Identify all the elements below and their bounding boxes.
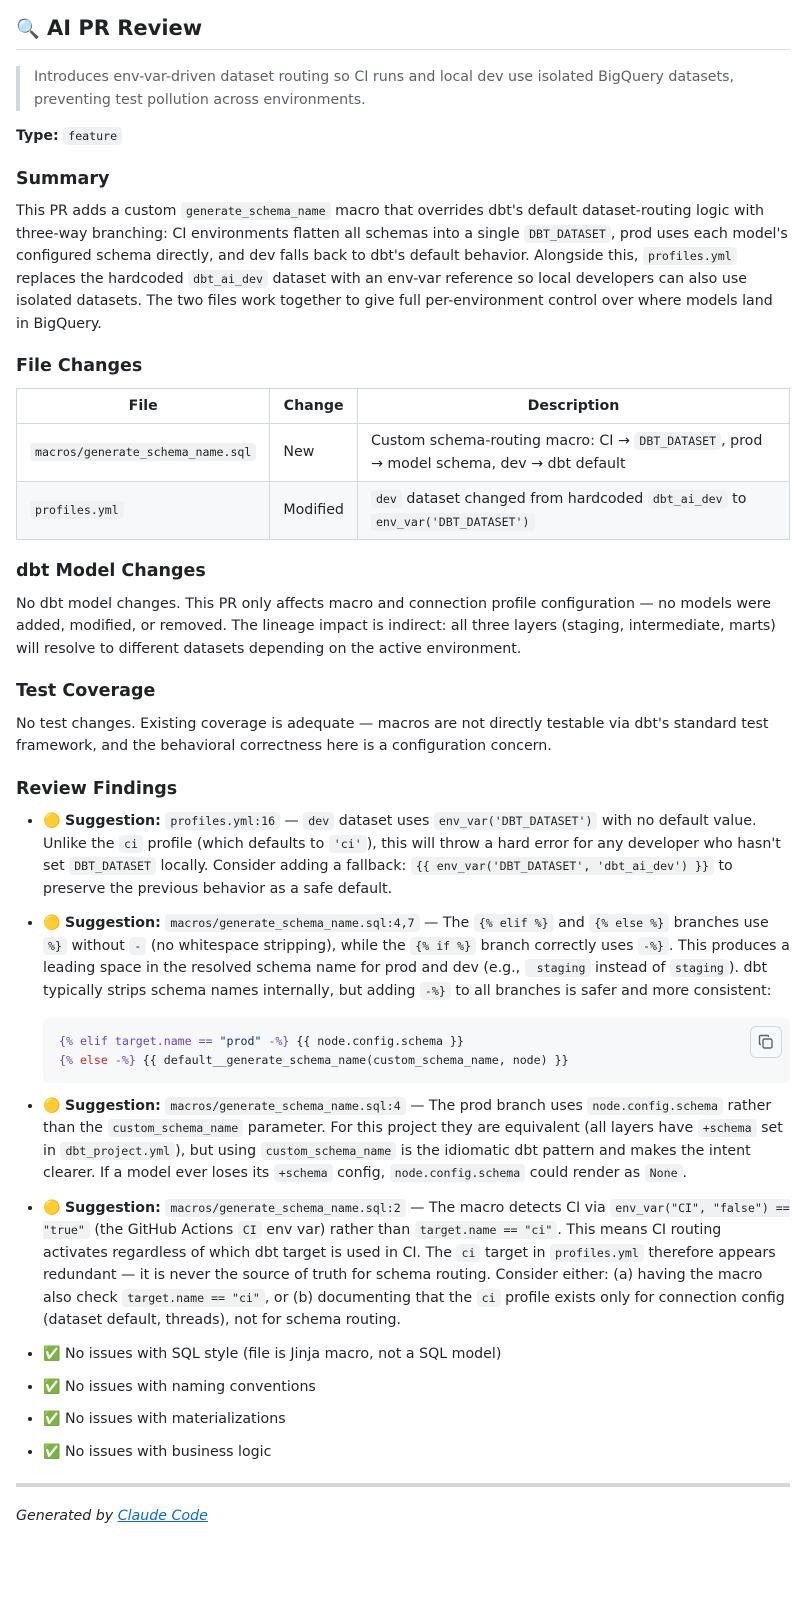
file-changes-heading: File Changes — [16, 356, 143, 377]
col-header-description: Description — [357, 388, 789, 423]
page-title — [16, 12, 790, 50]
list-item: • 🟡 Suggestion: macros/generate_schema_name.sql:4,7 — The {% elif %} and {% else %} branches use %} without - (no whitespace stripping), while the {% if %} branch correctly uses -%} . This produces a leading space in the resolved schema name for prod and dev (e.g., staging instead of staging ). dbt typically strips schema names internally, but adding -%} to all branches is safer and more consistent: {% elif target.name == "prod" -%} {{ node.config.schema }} {% else -%} {{ default__generate_schema_name(custom_schema_name, node) }} — [43, 912, 790, 1083]
table-header-row — [17, 388, 790, 423]
review-findings-heading: Review Findings — [16, 778, 178, 799]
yellow-circle-icon: 🟡 — [43, 813, 61, 830]
yellow-circle-icon: 🟡 — [43, 1199, 61, 1216]
summary-heading: Summary — [16, 168, 110, 189]
suggestion-label: Suggestion: — [64, 1098, 161, 1115]
yellow-circle-icon: 🟡 — [43, 1098, 61, 1115]
intro-quote: Introduces env-var-driven dataset routing so CI runs and local dev use isolated BigQuery datasets, preventing test pollution across environments. — [16, 66, 790, 111]
test-coverage-heading: Test Coverage — [16, 681, 156, 702]
cell-file: macros/generate_schema_name.sql — [17, 424, 270, 482]
page-title-text: AI PR Review — [46, 16, 203, 40]
suggestion-label: Suggestion: — [64, 915, 161, 932]
list-item: • ✅ No issues with SQL style (file is Jinja macro, not a SQL model) — [43, 1343, 790, 1365]
check-mark-icon: ✅ — [43, 1346, 61, 1363]
cell-description: Custom schema-routing macro: CI → DBT_DATASET , prod → model schema, dev → dbt default — [357, 424, 789, 482]
model-changes-heading: dbt Model Changes — [16, 561, 206, 582]
yellow-circle-icon: 🟡 — [43, 915, 61, 932]
cell-change: Modified — [270, 482, 358, 540]
check-mark-icon: ✅ — [43, 1378, 61, 1395]
table-row — [17, 482, 790, 540]
magnifier-icon: 🔍 — [16, 18, 40, 40]
cell-change: New — [270, 424, 358, 482]
copy-icon — [758, 1034, 774, 1050]
check-mark-icon: ✅ — [43, 1411, 61, 1428]
claude-code-link[interactable]: Claude Code — [117, 1508, 208, 1525]
suggestion-label: Suggestion: — [64, 1199, 161, 1216]
cell-file: profiles.yml — [17, 482, 270, 540]
list-item: • 🟡 Suggestion: macros/generate_schema_name.sql:2 — The macro detects CI via env_var("CI", "false") == "true" (the GitHub Actions CI env var) rather than target.name == "ci" . This means CI routing activates regardless of which dbt target is used in CI. The ci target in profiles.yml therefore appears redundant — it is never the source of truth for schema routing. Consider either: (a) having the macro also check target.name == "ci" , or (b) documenting that the ci profile exists only for connection config (dataset default, threads), not for schema routing. — [43, 1197, 790, 1332]
code-block: {% elif target.name == "prod" -%} {{ node.config.schema }} {% else -%} {{ default__generate_schema_name(custom_schema_name, node) }} — [43, 1018, 790, 1083]
summary-text: This PR adds a custom generate_schema_name macro that overrides dbt's default dataset-routing logic with three-way branching: CI environments flatten all schemas into a single DBT_DATASET , prod uses each model's configured schema directly, and dev falls back to dbt's default behavior. Alongside this, profiles.yml replaces the hardcoded dbt_ai_dev dataset with an env-var reference so local developers can also use isolated datasets. The two files work together to give full per-environment control over where models land in BigQuery. — [16, 203, 788, 332]
divider — [16, 1483, 790, 1487]
file-changes-table — [16, 388, 790, 540]
list-item: • ✅ No issues with naming conventions — [43, 1376, 790, 1398]
footer: Generated by Claude Code — [16, 1508, 208, 1525]
copy-button[interactable] — [750, 1026, 782, 1058]
type-label: Type: — [16, 128, 59, 145]
list-item: • 🟡 Suggestion: macros/generate_schema_name.sql:4 — The prod branch uses node.config.schema rather than the custom_schema_name parameter. For this project they are equivalent (all layers have +schema set in dbt_project.yml ), but using custom_schema_name is the idiomatic dbt pattern and makes the intent clearer. If a model ever loses its +schema config, node.config.schema could render as None . — [43, 1095, 790, 1185]
list-item: • 🟡 Suggestion: profiles.yml:16 — dev dataset uses env_var('DBT_DATASET') with no default value. Unlike the ci profile (which defaults to 'ci' ), this will throw a hard error for any developer who hasn't set DBT_DATASET locally. Consider adding a fallback: {{ env_var('DBT_DATASET', 'dbt_ai_dev') }} to preserve the previous behavior as a safe default. — [43, 810, 790, 900]
list-item: • ✅ No issues with business logic — [43, 1441, 790, 1463]
list-item: • ✅ No issues with materializations — [43, 1408, 790, 1430]
test-coverage-text: No test changes. Existing coverage is adequate — macros are not directly testable via dbt's standard test framework, and the behavioral correctness here is a configuration concern. — [16, 715, 769, 755]
suggestion-label: Suggestion: — [64, 813, 161, 830]
check-mark-icon: ✅ — [43, 1443, 61, 1460]
model-changes-text: No dbt model changes. This PR only affects macro and connection profile configuration — no models were added, modified, or removed. The lineage impact is indirect: all three layers (staging, intermediate, marts) will resolve to different datasets depending on the active environment. — [16, 595, 776, 657]
col-header-change: Change — [270, 388, 358, 423]
findings-list — [16, 810, 790, 1463]
table-row — [17, 424, 790, 482]
col-header-file: File — [17, 388, 270, 423]
type-line — [16, 125, 790, 147]
cell-description: dev dataset changed from hardcoded dbt_ai_dev to env_var('DBT_DATASET') — [357, 482, 789, 540]
type-value: feature — [63, 127, 122, 145]
